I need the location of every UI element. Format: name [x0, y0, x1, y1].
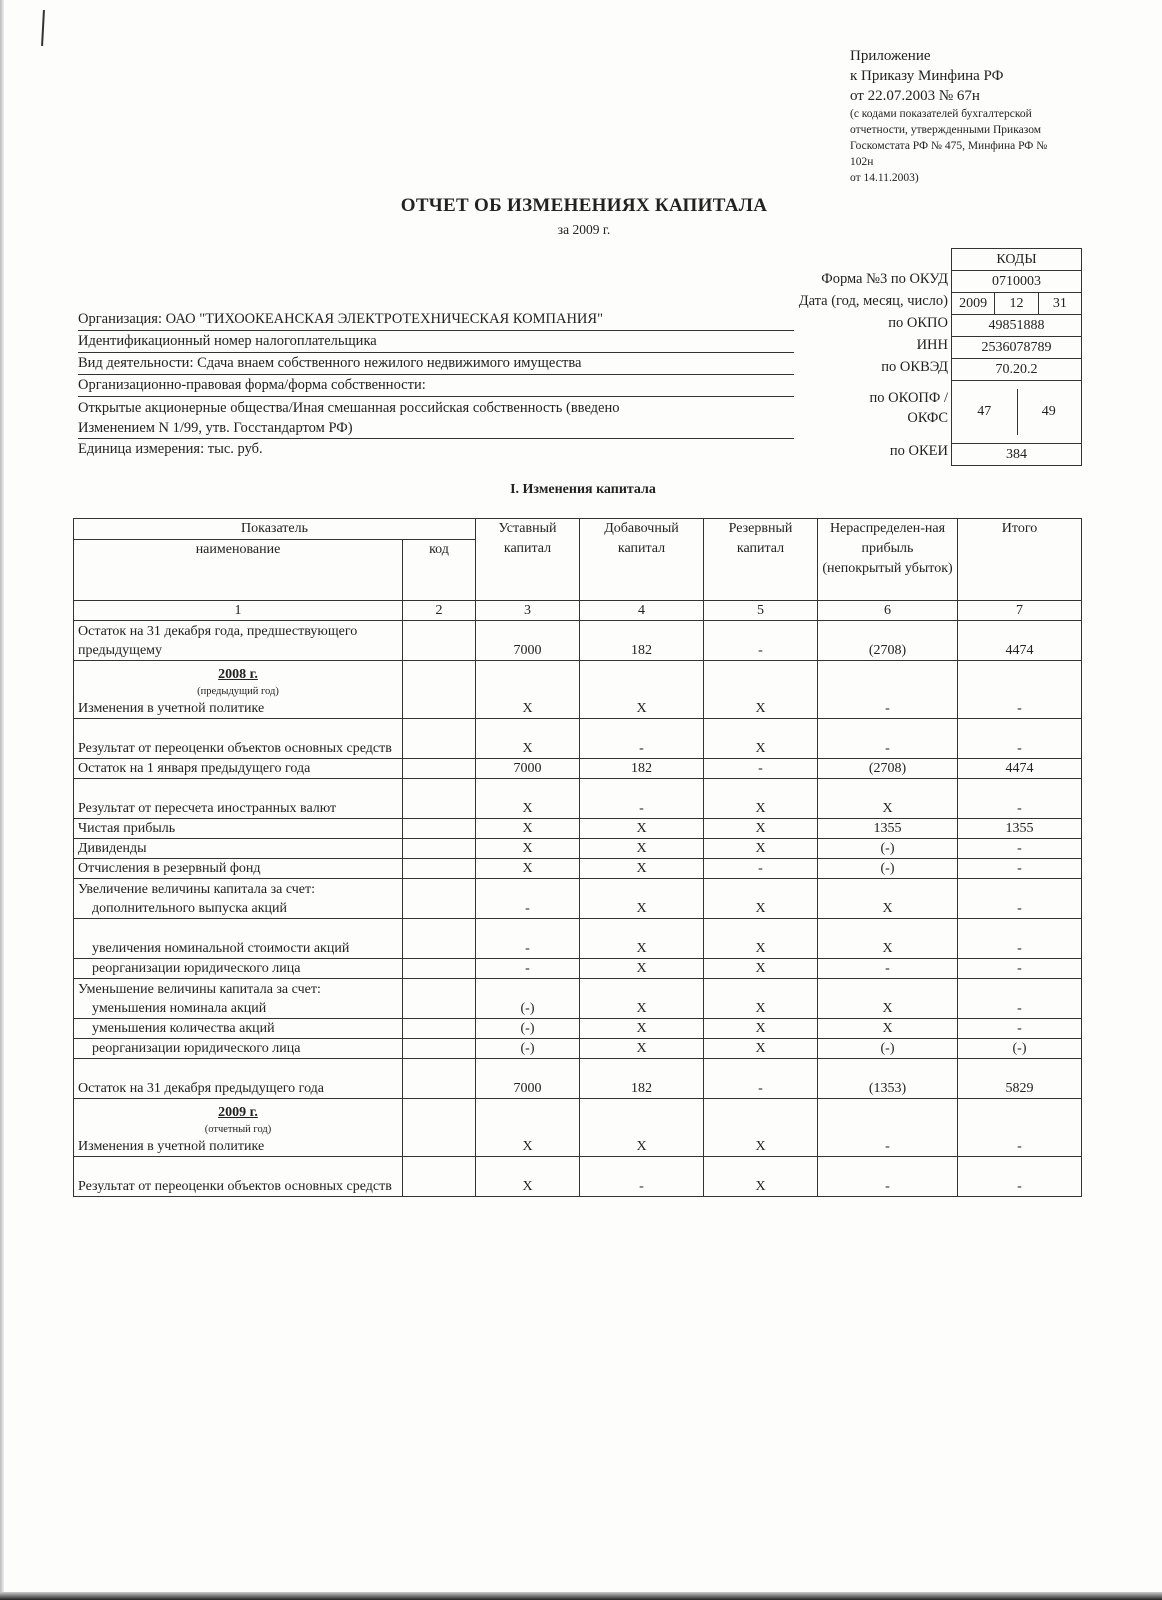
row-value-col6: (2708): [818, 621, 958, 661]
appendix-note-line: 102н: [850, 156, 874, 168]
row-name: [74, 1099, 403, 1157]
row-name: [74, 1059, 403, 1099]
appendix-note-line: (с кодами показателей бухгалтерской: [850, 108, 1032, 120]
row-value-col5: X: [704, 959, 818, 979]
row-value-col6: (1353): [818, 1059, 958, 1099]
row-value-col3: 7000: [476, 759, 580, 779]
label-okopf: по ОКОПФ /: [869, 390, 948, 406]
org-activity: Вид деятельности: Сдача внаем собственного нежилого недвижимого имущества: [78, 353, 794, 375]
row-name: [74, 1019, 403, 1039]
row-name-text: Увеличение величины капитала за счет:: [78, 882, 316, 897]
row-name: [74, 759, 403, 779]
year-heading: [78, 665, 398, 699]
label-okfs: ОКФС: [907, 410, 948, 426]
row-value-col4: X: [580, 661, 704, 719]
section-title: [0, 482, 1162, 498]
row-code: [403, 759, 476, 779]
row-code: [403, 819, 476, 839]
row-value-col4: 182: [580, 1059, 704, 1099]
code-okpo: [952, 315, 1081, 337]
row-value-col5: X: [704, 661, 818, 719]
row-value-col3: X: [476, 1099, 580, 1157]
row-name: [74, 859, 403, 879]
row-code: [403, 919, 476, 959]
row-value-col7: (-): [958, 1039, 1082, 1059]
row-value-col7: 5829: [958, 1059, 1082, 1099]
label-okpo: по ОКПО: [888, 315, 948, 331]
row-value-col7: 1355: [958, 819, 1082, 839]
table-row: [74, 719, 1082, 759]
row-name: [74, 959, 403, 979]
table-row: [74, 979, 1082, 1019]
row-code: [403, 1099, 476, 1157]
table-row: [74, 779, 1082, 819]
row-value-col6: -: [818, 661, 958, 719]
row-value-col6: -: [818, 1157, 958, 1197]
row-name-text: реорганизации юридического лица: [92, 961, 301, 976]
row-value-col4: 182: [580, 759, 704, 779]
row-value-col7: 4474: [958, 759, 1082, 779]
table-row: [74, 661, 1082, 719]
row-value-col5: X: [704, 1157, 818, 1197]
row-name-text: Остаток на 1 января предыдущего года: [78, 761, 311, 776]
row-subname-text: дополнительного выпуска акций: [92, 901, 288, 916]
row-value-col7: -: [958, 879, 1082, 919]
table-row: [74, 759, 1082, 779]
row-value-col4: X: [580, 859, 704, 879]
row-value-col6: (2708): [818, 759, 958, 779]
scan-left-edge: [0, 0, 4, 1600]
row-code: [403, 661, 476, 719]
row-value-col4: X: [580, 1019, 704, 1039]
row-value-col5: X: [704, 719, 818, 759]
row-name: [74, 839, 403, 859]
row-name-text: уменьшения количества акций: [92, 1021, 275, 1036]
row-value-col3: 7000: [476, 1059, 580, 1099]
row-value-col5: X: [704, 839, 818, 859]
row-name-text: Результат от пересчета иностранных валют: [78, 801, 337, 816]
row-value-col5: X: [704, 879, 818, 919]
row-name-text: Изменения в учетной политике: [78, 701, 265, 716]
row-value-col4: X: [580, 959, 704, 979]
row-value-col6: (-): [818, 859, 958, 879]
row-value-col6: (-): [818, 1039, 958, 1059]
row-value-col5: -: [704, 759, 818, 779]
code-okved-value: 70.20.2: [995, 362, 1038, 377]
row-value-col7: -: [958, 779, 1082, 819]
code-okei: [952, 444, 1081, 466]
row-name-text: Остаток на 31 декабря предыдущего года: [78, 1081, 324, 1096]
index-cell: 1: [74, 601, 403, 621]
org-taxpayer-id: Идентификационный номер налогоплательщика: [78, 331, 794, 353]
row-value-col3: -: [476, 879, 580, 919]
row-value-col7: -: [958, 719, 1082, 759]
code-date: [952, 293, 1081, 315]
codes-box: [951, 248, 1082, 466]
appendix-line: к Приказу Минфина РФ: [850, 68, 1004, 84]
row-value-col5: -: [704, 621, 818, 661]
label-okved: по ОКВЭД: [881, 359, 948, 375]
year-label: 2009 г.: [218, 1105, 258, 1120]
row-code: [403, 859, 476, 879]
index-cell: 6: [818, 601, 958, 621]
row-value-col5: -: [704, 1059, 818, 1099]
row-code: [403, 1039, 476, 1059]
row-value-col4: -: [580, 719, 704, 759]
capital-changes-table: [73, 518, 1082, 1197]
row-value-col6: X: [818, 1019, 958, 1039]
table-row: [74, 621, 1082, 661]
code-date-year: 2009: [959, 296, 988, 311]
row-value-col6: X: [818, 979, 958, 1019]
row-value-col3: -: [476, 959, 580, 979]
table-row: [74, 1099, 1082, 1157]
row-code: [403, 1059, 476, 1099]
row-code: [403, 779, 476, 819]
year-label: 2008 г.: [218, 667, 258, 682]
code-date-day: 31: [1038, 293, 1081, 314]
row-name: [74, 879, 403, 919]
appendix-line: Приложение: [850, 48, 931, 64]
code-okud: [952, 271, 1081, 293]
org-unit: Единица измерения: тыс. руб.: [78, 441, 263, 457]
header-col3: Уставный капитал: [476, 519, 580, 601]
table-row: [74, 839, 1082, 859]
section-title-text: I. Изменения капитала: [510, 482, 656, 497]
year-heading: [78, 1103, 398, 1137]
row-value-col7: -: [958, 859, 1082, 879]
organization-info: [78, 309, 794, 460]
index-cell: 3: [476, 601, 580, 621]
row-name: [74, 621, 403, 661]
appendix-note-line: Госкомстата РФ № 475, Минфина РФ №: [850, 140, 1048, 152]
index-cell: 5: [704, 601, 818, 621]
org-legal-form: [78, 397, 794, 439]
table-row: [74, 1019, 1082, 1039]
row-name: [74, 919, 403, 959]
row-name-text: Дивиденды: [78, 841, 147, 856]
row-value-col5: -: [704, 859, 818, 879]
year-note: (предыдущий год): [197, 686, 279, 697]
org-legal-form-label: Организационно-правовая форма/форма собственности:: [78, 375, 794, 397]
row-value-col4: X: [580, 979, 704, 1019]
row-value-col7: 4474: [958, 621, 1082, 661]
row-name-text: Результат от переоценки объектов основных средств: [78, 1179, 392, 1194]
index-cell: 2: [403, 601, 476, 621]
table-row: [74, 959, 1082, 979]
row-value-col3: X: [476, 839, 580, 859]
row-value-col5: X: [704, 1039, 818, 1059]
scan-bottom-edge: [0, 1592, 1162, 1600]
label-inn: ИНН: [916, 337, 948, 353]
codes-header-text: КОДЫ: [996, 252, 1037, 267]
row-value-col3: X: [476, 819, 580, 839]
org-name: Организация: ОАО "ТИХООКЕАНСКАЯ ЭЛЕКТРОТЕХНИЧЕСКАЯ КОМПАНИЯ": [78, 309, 794, 331]
page-title: [0, 195, 1162, 217]
appendix-note-line: отчетности, утвержденными Приказом: [850, 124, 1042, 136]
appendix-note: [850, 46, 1047, 186]
row-value-col4: X: [580, 879, 704, 919]
row-name-text: увеличения номинальной стоимости акций: [92, 941, 350, 956]
header-col6: Нераспределен-ная прибыль (непокрытый убыток): [818, 519, 958, 601]
row-code: [403, 1019, 476, 1039]
label-okei: по ОКЕИ: [889, 443, 948, 459]
row-value-col5: X: [704, 979, 818, 1019]
table-row: [74, 919, 1082, 959]
page-title-text: ОТЧЕТ ОБ ИЗМЕНЕНИЯХ КАПИТАЛА: [400, 195, 768, 216]
row-name: [74, 719, 403, 759]
row-value-col3: 7000: [476, 621, 580, 661]
row-value-col3: (-): [476, 1039, 580, 1059]
row-value-col6: X: [818, 879, 958, 919]
row-code: [403, 621, 476, 661]
code-inn-value: 2536078789: [981, 340, 1052, 355]
row-value-col3: X: [476, 719, 580, 759]
row-name: [74, 979, 403, 1019]
code-okfs-value: 49: [1017, 381, 1082, 443]
org-legal-form-line: Изменением N 1/99, утв. Госстандартом РФ): [78, 420, 353, 436]
row-code: [403, 1157, 476, 1197]
code-okud-value: 0710003: [992, 274, 1041, 289]
row-code: [403, 959, 476, 979]
label-okud: Форма №3 по ОКУД: [821, 271, 948, 287]
table-header-row: [74, 519, 1082, 540]
row-value-col7: -: [958, 919, 1082, 959]
index-cell: 4: [580, 601, 704, 621]
org-legal-form-line: Открытые акционерные общества/Иная смешанная российская собственность (введено: [78, 400, 620, 416]
row-value-col4: X: [580, 1039, 704, 1059]
code-date-month: 12: [994, 293, 1037, 314]
row-value-col4: -: [580, 1157, 704, 1197]
row-value-col6: (-): [818, 839, 958, 859]
row-value-col5: X: [704, 819, 818, 839]
row-value-col3: -: [476, 919, 580, 959]
row-value-col6: X: [818, 919, 958, 959]
row-value-col7: -: [958, 979, 1082, 1019]
index-cell: 7: [958, 601, 1082, 621]
row-value-col4: X: [580, 919, 704, 959]
row-name: [74, 661, 403, 719]
table-row: [74, 879, 1082, 919]
page-subtitle: [0, 222, 1162, 238]
table-row: [74, 1059, 1082, 1099]
table-row: [74, 1039, 1082, 1059]
row-value-col6: X: [818, 779, 958, 819]
header-code: код: [403, 540, 476, 601]
row-value-col4: X: [580, 1099, 704, 1157]
row-value-col7: -: [958, 661, 1082, 719]
row-value-col5: X: [704, 779, 818, 819]
row-value-col5: X: [704, 919, 818, 959]
table-row: [74, 859, 1082, 879]
row-value-col4: X: [580, 819, 704, 839]
table-row: [74, 819, 1082, 839]
row-name-text: Изменения в учетной политике: [78, 1139, 265, 1154]
row-name: [74, 1157, 403, 1197]
row-code: [403, 839, 476, 859]
row-value-col6: 1355: [818, 819, 958, 839]
row-value-col6: -: [818, 719, 958, 759]
row-value-col3: (-): [476, 979, 580, 1019]
row-value-col5: X: [704, 1099, 818, 1157]
year-note: (отчетный год): [204, 1124, 272, 1135]
row-value-col7: -: [958, 839, 1082, 859]
row-value-col7: -: [958, 1019, 1082, 1039]
row-name: [74, 779, 403, 819]
row-name-text: реорганизации юридического лица: [92, 1041, 301, 1056]
code-okpo-value: 49851888: [988, 318, 1045, 333]
row-value-col3: X: [476, 859, 580, 879]
row-value-col6: -: [818, 959, 958, 979]
row-name-text: Чистая прибыль: [78, 821, 176, 836]
row-name-text: Результат от переоценки объектов основных средств: [78, 741, 392, 756]
row-code: [403, 979, 476, 1019]
row-value-col7: -: [958, 1099, 1082, 1157]
appendix-line: от 22.07.2003 № 67н: [850, 88, 980, 104]
code-okopf-okfs: [952, 381, 1081, 444]
row-value-col3: X: [476, 779, 580, 819]
codes-header: [952, 249, 1081, 271]
row-value-col3: X: [476, 661, 580, 719]
row-value-col3: X: [476, 1157, 580, 1197]
row-subname-text: уменьшения номинала акций: [92, 1001, 267, 1016]
label-date: Дата (год, месяц, число): [798, 293, 948, 309]
row-code: [403, 719, 476, 759]
page-subtitle-text: за 2009 г.: [557, 222, 611, 237]
code-okopf-value: 47: [977, 404, 992, 419]
header-col7: Итого: [958, 519, 1082, 601]
table-index-row: [74, 601, 1082, 621]
row-name-text: Отчисления в резервный фонд: [78, 861, 261, 876]
row-name: [74, 1039, 403, 1059]
header-name: наименование: [74, 540, 403, 601]
row-name: [74, 819, 403, 839]
appendix-note-line: от 14.11.2003): [850, 172, 919, 184]
header-col4: Добавочный капитал: [580, 519, 704, 601]
row-value-col4: 182: [580, 621, 704, 661]
row-value-col3: (-): [476, 1019, 580, 1039]
code-okei-value: 384: [1006, 447, 1027, 462]
row-value-col7: -: [958, 1157, 1082, 1197]
row-value-col5: X: [704, 1019, 818, 1039]
row-value-col4: X: [580, 839, 704, 859]
row-value-col4: -: [580, 779, 704, 819]
row-name-text: Остаток на 31 декабря года, предшествующего предыдущему: [78, 624, 358, 658]
code-inn: [952, 337, 1081, 359]
row-value-col7: -: [958, 959, 1082, 979]
scan-mark: [41, 10, 45, 46]
row-code: [403, 879, 476, 919]
code-okved: [952, 359, 1081, 381]
row-value-col6: -: [818, 1099, 958, 1157]
row-name-text: Уменьшение величины капитала за счет:: [78, 982, 321, 997]
header-col5: Резервный капитал: [704, 519, 818, 601]
table-row: [74, 1157, 1082, 1197]
header-indicator: Показатель: [74, 519, 476, 540]
